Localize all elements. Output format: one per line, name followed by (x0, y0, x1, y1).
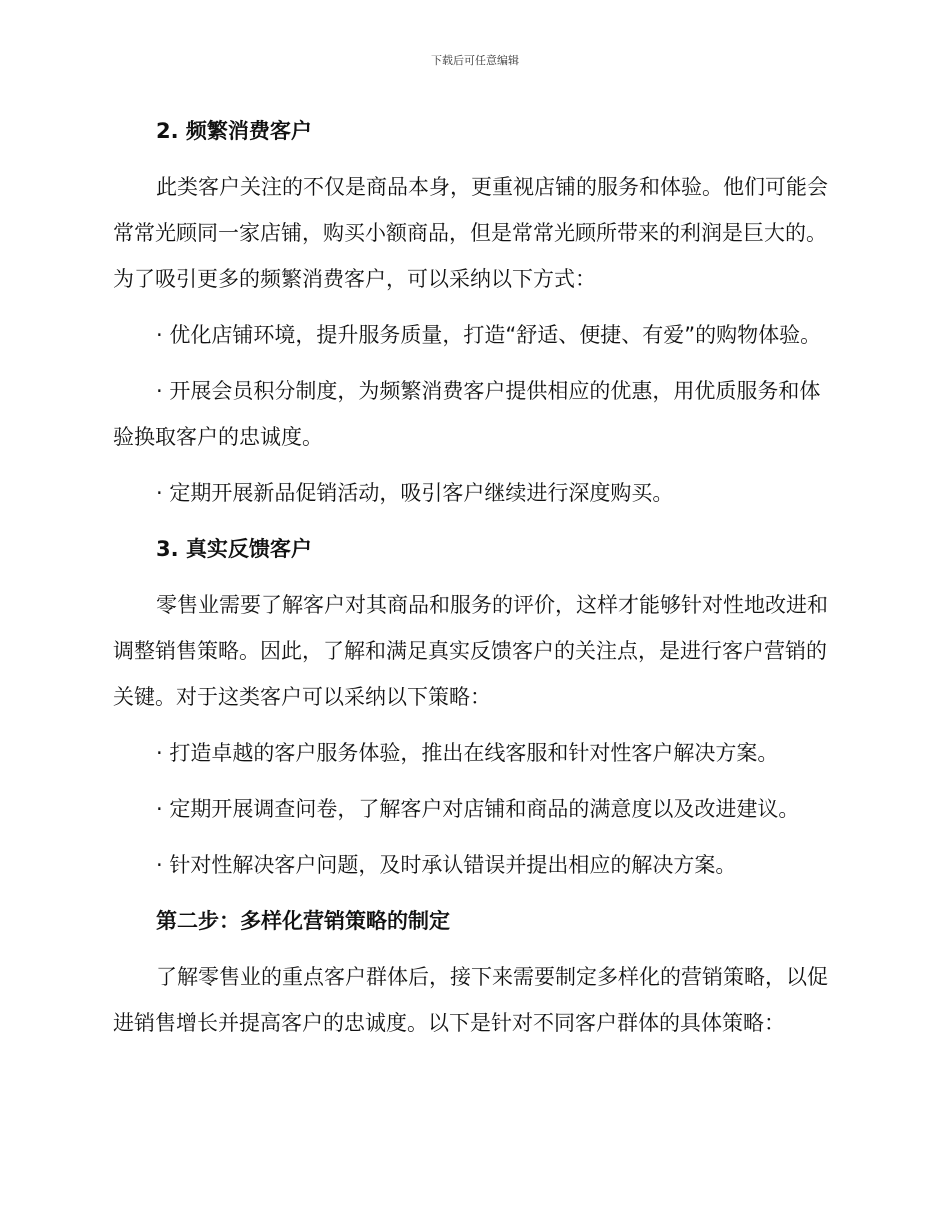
page-header-note: 下载后可任意编辑 (431, 54, 519, 67)
section-heading-feedback-customers: 3. 真实反馈客户 (156, 537, 312, 561)
bullet-item: · 针对性解决客户问题，及时承认错误并提出相应的解决方案。 (156, 853, 737, 877)
document-body (113, 108, 838, 1046)
section-heading-step-two: 第二步：多样化营销策略的制定 (156, 909, 450, 933)
paragraph-feedback-intro: 零售业需要了解客户对其商品和服务的评价，这样才能够针对性地改进和调整销售策略。因此，了解和满足真实反馈客户的关注点，是进行客户营销的关键。对于这类客户可以采纳以下策略： (113, 593, 828, 709)
bullet-item: · 优化店铺环境，提升服务质量，打造“舒适、便捷、有爱”的购物体验。 (156, 323, 822, 347)
bullet-item: · 定期开展调查问卷，了解客户对店铺和商品的满意度以及改进建议。 (156, 797, 800, 821)
section-heading-frequent-customers: 2. 频繁消费客户 (156, 119, 312, 143)
bullet-item: · 开展会员积分制度，为频繁消费客户提供相应的优惠，用优质服务和体验换取客户的忠诚度。 (113, 379, 821, 449)
bullet-item: · 定期开展新品促销活动，吸引客户继续进行深度购买。 (156, 481, 674, 505)
bullet-item: · 打造卓越的客户服务体验，推出在线客服和针对性客户解决方案。 (156, 741, 779, 765)
paragraph-step-two-intro: 了解零售业的重点客户群体后，接下来需要制定多样化的营销策略，以促进销售增长并提高客户的忠诚度。以下是针对不同客户群体的具体策略： (113, 965, 828, 1035)
paragraph-frequent-intro: 此类客户关注的不仅是商品本身，更重视店铺的服务和体验。他们可能会常常光顾同一家店铺，购买小额商品，但是常常光顾所带来的利润是巨大的。为了吸引更多的频繁消费客户，可以采纳以下方式： (113, 175, 828, 291)
